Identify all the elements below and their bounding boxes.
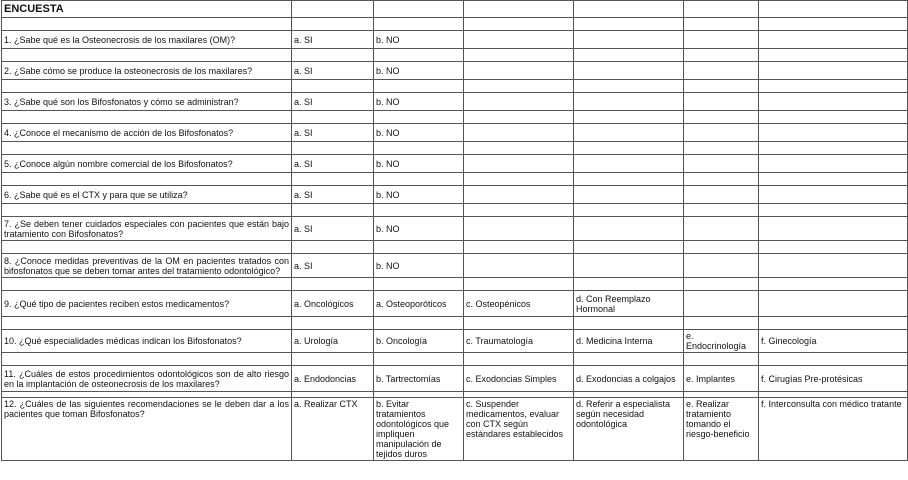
empty-cell xyxy=(292,111,374,124)
empty-cell xyxy=(684,80,759,93)
empty-cell xyxy=(374,1,464,18)
empty-cell xyxy=(759,254,908,278)
empty-cell xyxy=(2,317,292,330)
option-cell: a. Realizar CTX xyxy=(292,398,374,461)
empty-cell xyxy=(464,204,574,217)
option-cell: b. Tartrectomías xyxy=(374,366,464,392)
empty-cell xyxy=(374,173,464,186)
empty-cell xyxy=(574,124,684,142)
option-cell: d. Medicina Interna xyxy=(574,330,684,353)
survey-title: ENCUESTA xyxy=(2,1,292,18)
option-cell: a. Oncológicos xyxy=(292,291,374,317)
option-cell: a. SI xyxy=(292,62,374,80)
empty-cell xyxy=(574,18,684,31)
empty-cell xyxy=(759,124,908,142)
option-cell: b. NO xyxy=(374,31,464,49)
spacer-row xyxy=(2,142,908,155)
empty-cell xyxy=(684,18,759,31)
option-cell: d. Referir a especialista según necesidad odontológica xyxy=(574,398,684,461)
survey-table xyxy=(1,0,908,461)
empty-cell xyxy=(759,217,908,241)
empty-cell xyxy=(759,62,908,80)
option-cell: b. NO xyxy=(374,62,464,80)
empty-cell xyxy=(574,80,684,93)
spacer-row xyxy=(2,278,908,291)
empty-cell xyxy=(464,18,574,31)
question-text: 3. ¿Sabe qué son los Bifosfonatos y cómo se administran? xyxy=(2,93,292,111)
empty-cell xyxy=(684,254,759,278)
empty-cell xyxy=(759,204,908,217)
empty-cell xyxy=(464,353,574,366)
empty-cell xyxy=(684,217,759,241)
empty-cell xyxy=(374,278,464,291)
empty-cell xyxy=(464,80,574,93)
empty-cell xyxy=(684,124,759,142)
empty-cell xyxy=(759,142,908,155)
empty-cell xyxy=(2,49,292,62)
empty-cell xyxy=(759,80,908,93)
empty-cell xyxy=(759,93,908,111)
empty-cell xyxy=(574,186,684,204)
question-row xyxy=(2,31,908,49)
empty-cell xyxy=(574,111,684,124)
option-cell: a. SI xyxy=(292,93,374,111)
option-cell: a. SI xyxy=(292,186,374,204)
option-cell: b. NO xyxy=(374,124,464,142)
option-cell: f. Ginecología xyxy=(759,330,908,353)
empty-cell xyxy=(574,93,684,111)
empty-cell xyxy=(759,317,908,330)
question-row xyxy=(2,254,908,278)
question-text: 5. ¿Conoce algún nombre comercial de los Bifosfonatos? xyxy=(2,155,292,173)
question-text: 8. ¿Conoce medidas preventivas de la OM en pacientes tratados con bifosfonatos que se deben tomar antes del tratamiento odontológico? xyxy=(2,254,292,278)
option-cell: f. Cirugías Pre-protésicas xyxy=(759,366,908,392)
option-cell: e. Implantes xyxy=(684,366,759,392)
empty-cell xyxy=(684,49,759,62)
empty-cell xyxy=(574,241,684,254)
empty-cell xyxy=(2,241,292,254)
empty-cell xyxy=(574,317,684,330)
empty-cell xyxy=(374,111,464,124)
empty-cell xyxy=(684,1,759,18)
empty-cell xyxy=(292,317,374,330)
empty-cell xyxy=(464,217,574,241)
empty-cell xyxy=(759,353,908,366)
option-cell: b. NO xyxy=(374,186,464,204)
empty-cell xyxy=(684,111,759,124)
question-text: 11. ¿Cuáles de estos procedimientos odontológicos son de alto riesgo en la implantación de osteonecrosis de los maxilares? xyxy=(2,366,292,392)
empty-cell xyxy=(464,186,574,204)
empty-cell xyxy=(759,155,908,173)
empty-cell xyxy=(759,31,908,49)
empty-cell xyxy=(464,155,574,173)
option-cell: b. NO xyxy=(374,254,464,278)
empty-cell xyxy=(759,1,908,18)
empty-cell xyxy=(292,241,374,254)
option-cell: c. Suspender medicamentos, evaluar con CTX según estándares establecidos xyxy=(464,398,574,461)
question-row xyxy=(2,217,908,241)
question-text: 1. ¿Sabe qué es la Osteonecrosis de los maxilares (OM)? xyxy=(2,31,292,49)
question-text: 12. ¿Cuáles de las siguientes recomendaciones se le deben dar a los pacientes que toman Bifosfonatos? xyxy=(2,398,292,461)
empty-cell xyxy=(684,353,759,366)
empty-cell xyxy=(292,1,374,18)
empty-cell xyxy=(2,80,292,93)
empty-cell xyxy=(574,217,684,241)
empty-cell xyxy=(759,173,908,186)
question-row xyxy=(2,93,908,111)
spacer-row xyxy=(2,241,908,254)
empty-cell xyxy=(684,204,759,217)
question-text: 10. ¿Qué especialidades médicas indican los Bifosfonatos? xyxy=(2,330,292,353)
empty-cell xyxy=(574,278,684,291)
empty-cell xyxy=(574,49,684,62)
title-row xyxy=(2,1,908,18)
question-row xyxy=(2,124,908,142)
empty-cell xyxy=(292,142,374,155)
option-cell: a. Endodoncias xyxy=(292,366,374,392)
empty-cell xyxy=(2,142,292,155)
option-cell: c. Traumatología xyxy=(464,330,574,353)
question-text: 4. ¿Conoce el mecanismo de acción de los Bifosfonatos? xyxy=(2,124,292,142)
empty-cell xyxy=(759,49,908,62)
empty-cell xyxy=(464,142,574,155)
empty-cell xyxy=(759,111,908,124)
option-cell: e. Realizar tratamiento tomando el riesgo-beneficio xyxy=(684,398,759,461)
option-cell: d. Exodoncias a colgajos xyxy=(574,366,684,392)
empty-cell xyxy=(684,278,759,291)
empty-cell xyxy=(684,93,759,111)
empty-cell xyxy=(2,278,292,291)
option-cell: f. Interconsulta con médico tratante xyxy=(759,398,908,461)
spacer-row xyxy=(2,18,908,31)
empty-cell xyxy=(684,142,759,155)
option-cell: b. Oncología xyxy=(374,330,464,353)
empty-cell xyxy=(464,31,574,49)
option-cell: a. Osteoporóticos xyxy=(374,291,464,317)
empty-cell xyxy=(374,49,464,62)
empty-cell xyxy=(684,291,759,317)
question-row xyxy=(2,155,908,173)
empty-cell xyxy=(574,254,684,278)
question-text: 2. ¿Sabe cómo se produce la osteonecrosis de los maxilares? xyxy=(2,62,292,80)
empty-cell xyxy=(2,173,292,186)
question-text: 9. ¿Qué tipo de pacientes reciben estos medicamentos? xyxy=(2,291,292,317)
option-cell: e. Endocrinología xyxy=(684,330,759,353)
empty-cell xyxy=(574,31,684,49)
option-cell: a. SI xyxy=(292,31,374,49)
empty-cell xyxy=(2,204,292,217)
question-row xyxy=(2,186,908,204)
empty-cell xyxy=(292,353,374,366)
empty-cell xyxy=(292,80,374,93)
empty-cell xyxy=(684,186,759,204)
empty-cell xyxy=(374,204,464,217)
empty-cell xyxy=(464,317,574,330)
option-cell: a. Urología xyxy=(292,330,374,353)
empty-cell xyxy=(292,173,374,186)
spacer-row xyxy=(2,111,908,124)
question-text: 6. ¿Sabe qué es el CTX y para que se utiliza? xyxy=(2,186,292,204)
empty-cell xyxy=(574,155,684,173)
empty-cell xyxy=(684,62,759,80)
spacer-row xyxy=(2,353,908,366)
empty-cell xyxy=(464,49,574,62)
empty-cell xyxy=(464,93,574,111)
option-cell: a. SI xyxy=(292,124,374,142)
option-cell: b. NO xyxy=(374,217,464,241)
empty-cell xyxy=(759,241,908,254)
empty-cell xyxy=(759,186,908,204)
empty-cell xyxy=(292,204,374,217)
empty-cell xyxy=(684,241,759,254)
empty-cell xyxy=(2,18,292,31)
option-cell: c. Exodoncias Simples xyxy=(464,366,574,392)
empty-cell xyxy=(2,353,292,366)
empty-cell xyxy=(374,80,464,93)
empty-cell xyxy=(464,241,574,254)
question-row xyxy=(2,366,908,392)
empty-cell xyxy=(759,18,908,31)
empty-cell xyxy=(759,291,908,317)
spacer-row xyxy=(2,49,908,62)
empty-cell xyxy=(374,353,464,366)
empty-cell xyxy=(374,142,464,155)
empty-cell xyxy=(374,317,464,330)
empty-cell xyxy=(464,124,574,142)
question-row xyxy=(2,291,908,317)
spacer-row xyxy=(2,204,908,217)
empty-cell xyxy=(574,204,684,217)
empty-cell xyxy=(2,111,292,124)
empty-cell xyxy=(292,18,374,31)
spacer-row xyxy=(2,80,908,93)
empty-cell xyxy=(574,173,684,186)
empty-cell xyxy=(464,1,574,18)
question-row xyxy=(2,398,908,461)
empty-cell xyxy=(574,142,684,155)
spacer-row xyxy=(2,173,908,186)
option-cell: c. Osteopénicos xyxy=(464,291,574,317)
option-cell: d. Con Reemplazo Hormonal xyxy=(574,291,684,317)
empty-cell xyxy=(574,353,684,366)
empty-cell xyxy=(292,278,374,291)
option-cell: b. NO xyxy=(374,93,464,111)
option-cell: a. SI xyxy=(292,217,374,241)
empty-cell xyxy=(464,278,574,291)
empty-cell xyxy=(759,278,908,291)
survey-body xyxy=(2,1,908,461)
option-cell: b. NO xyxy=(374,155,464,173)
question-row xyxy=(2,330,908,353)
empty-cell xyxy=(374,241,464,254)
empty-cell xyxy=(684,317,759,330)
option-cell: a. SI xyxy=(292,155,374,173)
empty-cell xyxy=(464,254,574,278)
empty-cell xyxy=(574,62,684,80)
empty-cell xyxy=(464,62,574,80)
empty-cell xyxy=(574,1,684,18)
question-text: 7. ¿Se deben tener cuidados especiales con pacientes que están bajo tratamiento con Bifosfonatos? xyxy=(2,217,292,241)
option-cell: b. Evitar tratamientos odontológicos que impliquen manipulación de tejidos duros xyxy=(374,398,464,461)
empty-cell xyxy=(684,173,759,186)
question-row xyxy=(2,62,908,80)
option-cell: a. SI xyxy=(292,254,374,278)
empty-cell xyxy=(292,49,374,62)
empty-cell xyxy=(684,155,759,173)
empty-cell xyxy=(684,31,759,49)
empty-cell xyxy=(374,18,464,31)
empty-cell xyxy=(464,111,574,124)
spacer-row xyxy=(2,317,908,330)
empty-cell xyxy=(464,173,574,186)
